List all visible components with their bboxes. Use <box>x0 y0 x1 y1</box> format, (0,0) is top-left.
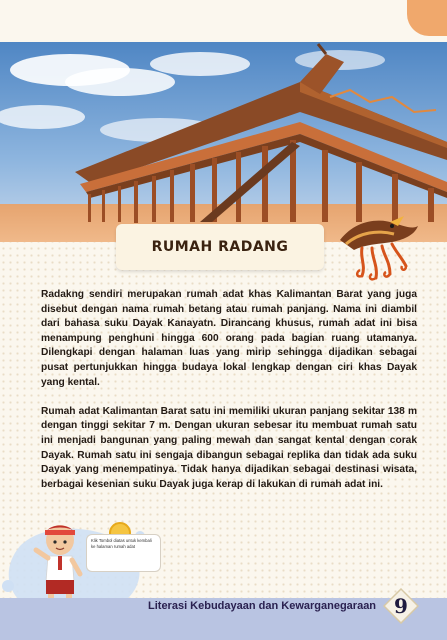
page-number-badge <box>383 588 419 624</box>
page-number: 9 <box>394 594 408 618</box>
paragraph-1: Radakng sendiri merupakan rumah adat khas Kalimantan Barat yang juga disebut dengan nama rumah betang atau rumah panjang. Nama ini diambil dari bahasa suku Dayak Kanayatn. Dirancang khusus, rumah adat ini bisa menampung penghuni hingga 600 orang pada bagian ruang utamanya. Dilengkapi dengan halaman luas yang mirip sehingga dijadikan sebagai pusat pertunjukkan hingga budaya lokal lengkap dengan ciri khas Dayak yang kental. <box>41 289 417 388</box>
paragraph-2: Rumah adat Kalimantan Barat satu ini memiliki ukuran panjang sekitar 138 m dengan tinggi sekitar 7 m. Dengan ukuran sebesar itu membuat rumah satu ini menjadi bangunan yang paling mewah dan sangat kental dengan corak Dayak. Rumah satu ini sengaja dibangun sebagai replika dan tidak ada suku Dayak yang menempatinya. Tidak hanya dijadikan sebagai destinasi wisata, berbagai kesenian suku Dayak juga kerap di lakukan di rumah adat ini. <box>41 405 417 490</box>
speech-bubble <box>86 534 161 572</box>
bubble-text: Klik Tombol diatas untuk kembali ke halaman rumah adat <box>91 538 152 549</box>
page-title: RUMAH RADANG <box>151 239 289 255</box>
top-band <box>0 0 447 42</box>
article-body <box>41 288 417 507</box>
footer-label: Literasi Kebudayaan dan Kewarganegaraan <box>148 600 377 612</box>
title-banner <box>116 224 324 270</box>
enggang-bird-ornament <box>332 200 422 284</box>
